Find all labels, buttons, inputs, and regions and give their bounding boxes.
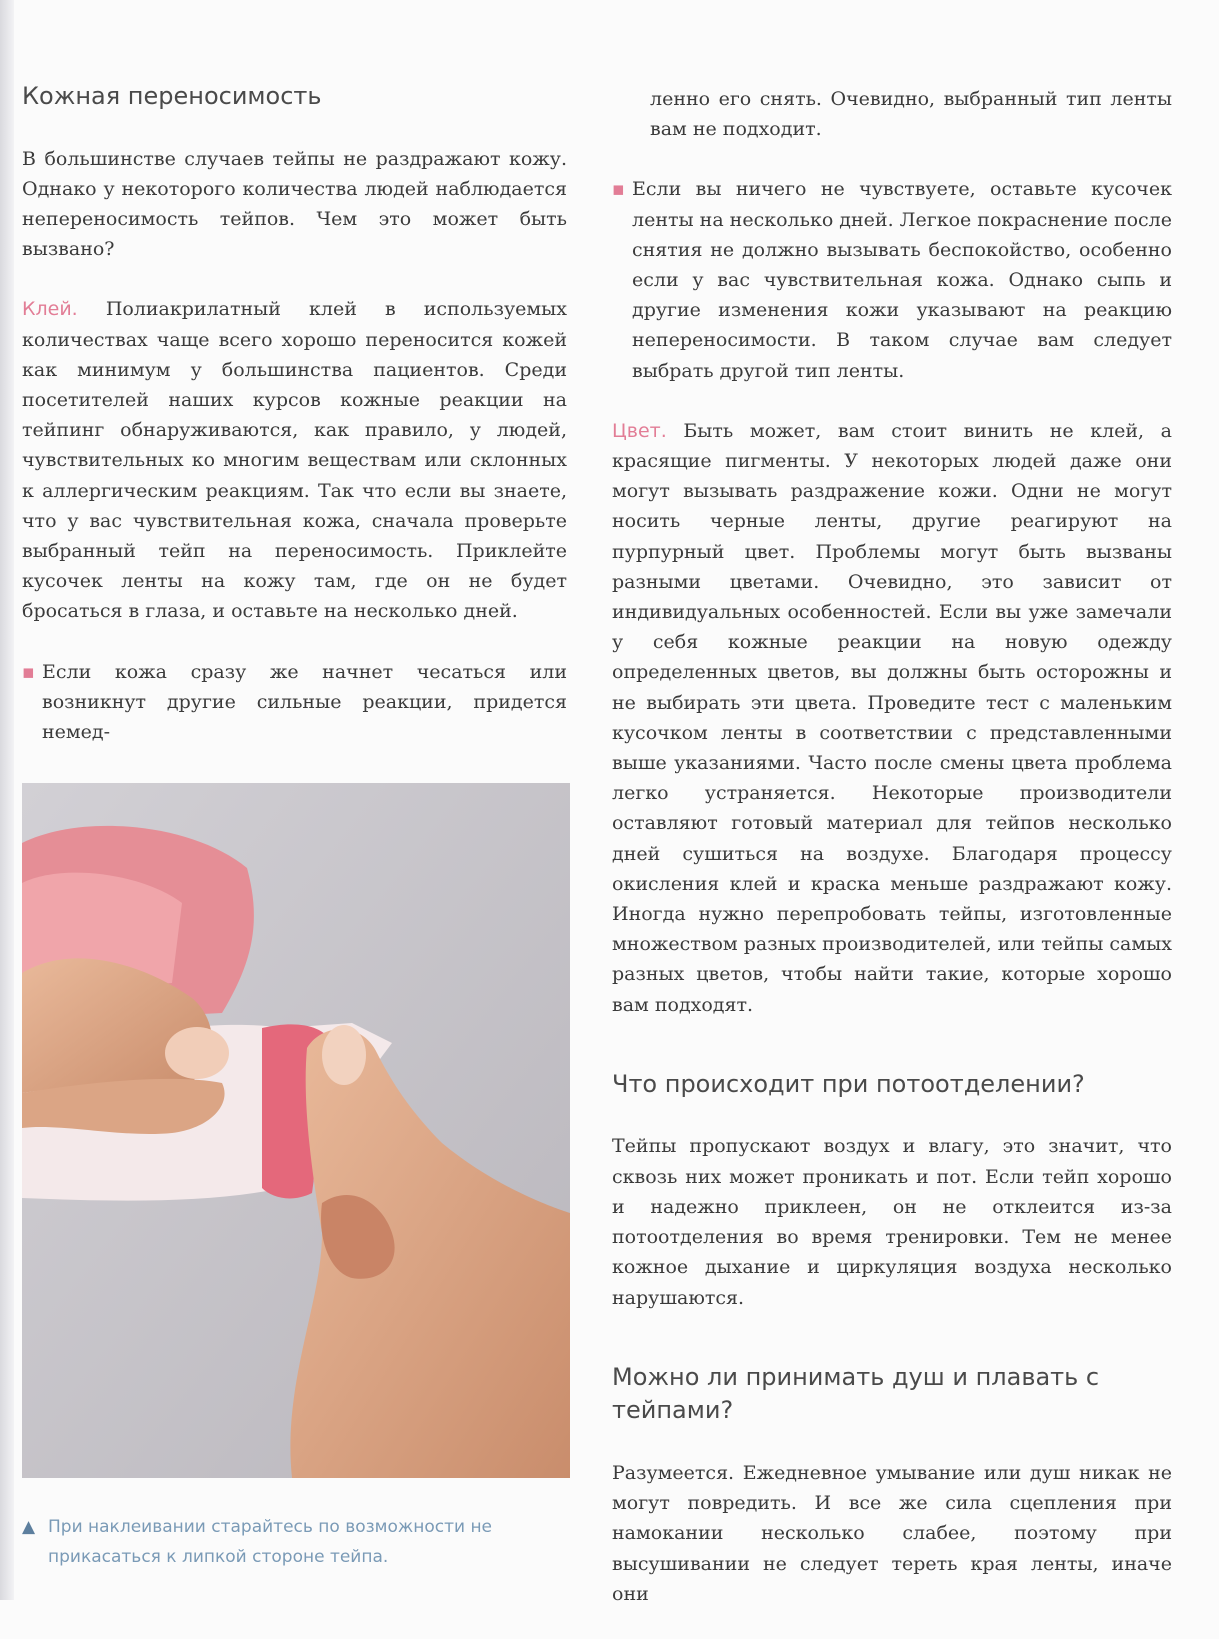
left-column [22, 80, 567, 777]
photo-illustration [22, 783, 570, 1478]
bullet-marker: ▪ [612, 178, 625, 201]
section-heading-shower: Можно ли принимать душ и плавать с тейпами? [612, 1362, 1100, 1425]
bullet-itch-continuation: ленно его снять. Очевидно, выбранный тип ленты вам не подходит. [650, 88, 1172, 141]
page-edge [0, 0, 14, 1600]
photo-caption [22, 1512, 567, 1572]
bullet-marker: ▪ [22, 660, 35, 683]
color-term: Цвет. [612, 419, 667, 442]
bullet-nothing-felt [612, 174, 1172, 385]
section-heading-skin-tolerance: Кожная переносимость [22, 82, 322, 110]
glue-paragraph [22, 294, 567, 626]
glue-text: Полиакрилатный клей в используемых количествах чаще всего хорошо переносится кожей как минимум у большинства пациентов. Среди посетителей наших курсов кожные реакции на тейпинг обнаруживаются, как правило, у людей, чувствительных ко многим веществам или склонных к аллергическим реакциям. Так что если вы знаете, что у вас чувствительная кожа, сначала проверьте выбранный тейп на переносимость. Приклейте кусочек ленты на кожу там, где он не будет бросаться в глаза, и оставьте на несколько дней. [22, 298, 567, 623]
bullet-itch-text: Если кожа сразу же начнет чесаться или возникнут другие сильные реакции, придется немед- [42, 660, 567, 744]
intro-paragraph: В большинстве случаев тейпы не раздражают кожу. Однако у некоторого количества людей наблюдается непереносимость тейпов. Чем это может быть вызвано? [22, 147, 567, 261]
right-column [612, 84, 1172, 1639]
shower-paragraph: Разумеется. Ежедневное умывание или душ никак не могут повредить. И все же сила сцепления при намокании несколько слабее, поэтому при высушивании не следует тереть края ленты, иначе они [612, 1461, 1172, 1605]
color-paragraph [612, 416, 1172, 1020]
caption-text: При наклеивании старайтесь по возможности не прикасаться к липкой стороне тейпа. [48, 1517, 493, 1567]
bullet-nothing-felt-text: Если вы ничего не чувствуете, оставьте кусочек ленты на несколько дней. Легкое покраснение после снятия не должно вызывать беспокойство, особенно если у вас чувствительная кожа. Однако сыпь и другие изменения кожи указывают на реакцию непереносимости. В таком случае вам следует выбрать другой тип ленты. [632, 178, 1172, 382]
photo-hands-peeling-tape [22, 783, 570, 1478]
bullet-itch [22, 657, 567, 748]
section-heading-sweating: Что происходит при потоотделении? [612, 1069, 1085, 1098]
caption-triangle-icon: ▲ [22, 1517, 36, 1537]
sweat-paragraph: Тейпы пропускают воздух и влагу, это значит, что сквозь них может проникать и пот. Если тейп хорошо и надежно приклеен, он не отклеится из-за потоотделения во время тренировки. Тем не менее кожное дыхание и циркуляция воздуха несколько нарушаются. [612, 1135, 1172, 1309]
color-text: Быть может, вам стоит винить не клей, а красящие пигменты. У некоторых людей даже они могут вызывать раздражение кожи. Одни не могут носить черные ленты, другие реагируют на пурпурный цвет. Проблемы могут быть вызваны разными цветами. Очевидно, это зависит от индивидуальных особенностей. Если вы уже замечали у себя кожные реакции на новую одежду определенных цветов, вы должны быть осторожны и не выбирать эти цвета. Проведите тест с маленьким кусочком ленты в соответствии с представленными выше указаниями. Часто после смены цвета проблема легко устраняется. Некоторые производители оставляют готовый материал для тейпов несколько дней сушиться на воздухе. Благодаря процессу окисления клей и краска меньше раздражают кожу. Иногда нужно перепробовать тейпы, изготовленные множеством разных производителей, или тейпы самых разных цветов, чтобы найти такие, которые хорошо вам подходят. [612, 419, 1172, 1016]
glue-term: Клей. [22, 298, 78, 321]
